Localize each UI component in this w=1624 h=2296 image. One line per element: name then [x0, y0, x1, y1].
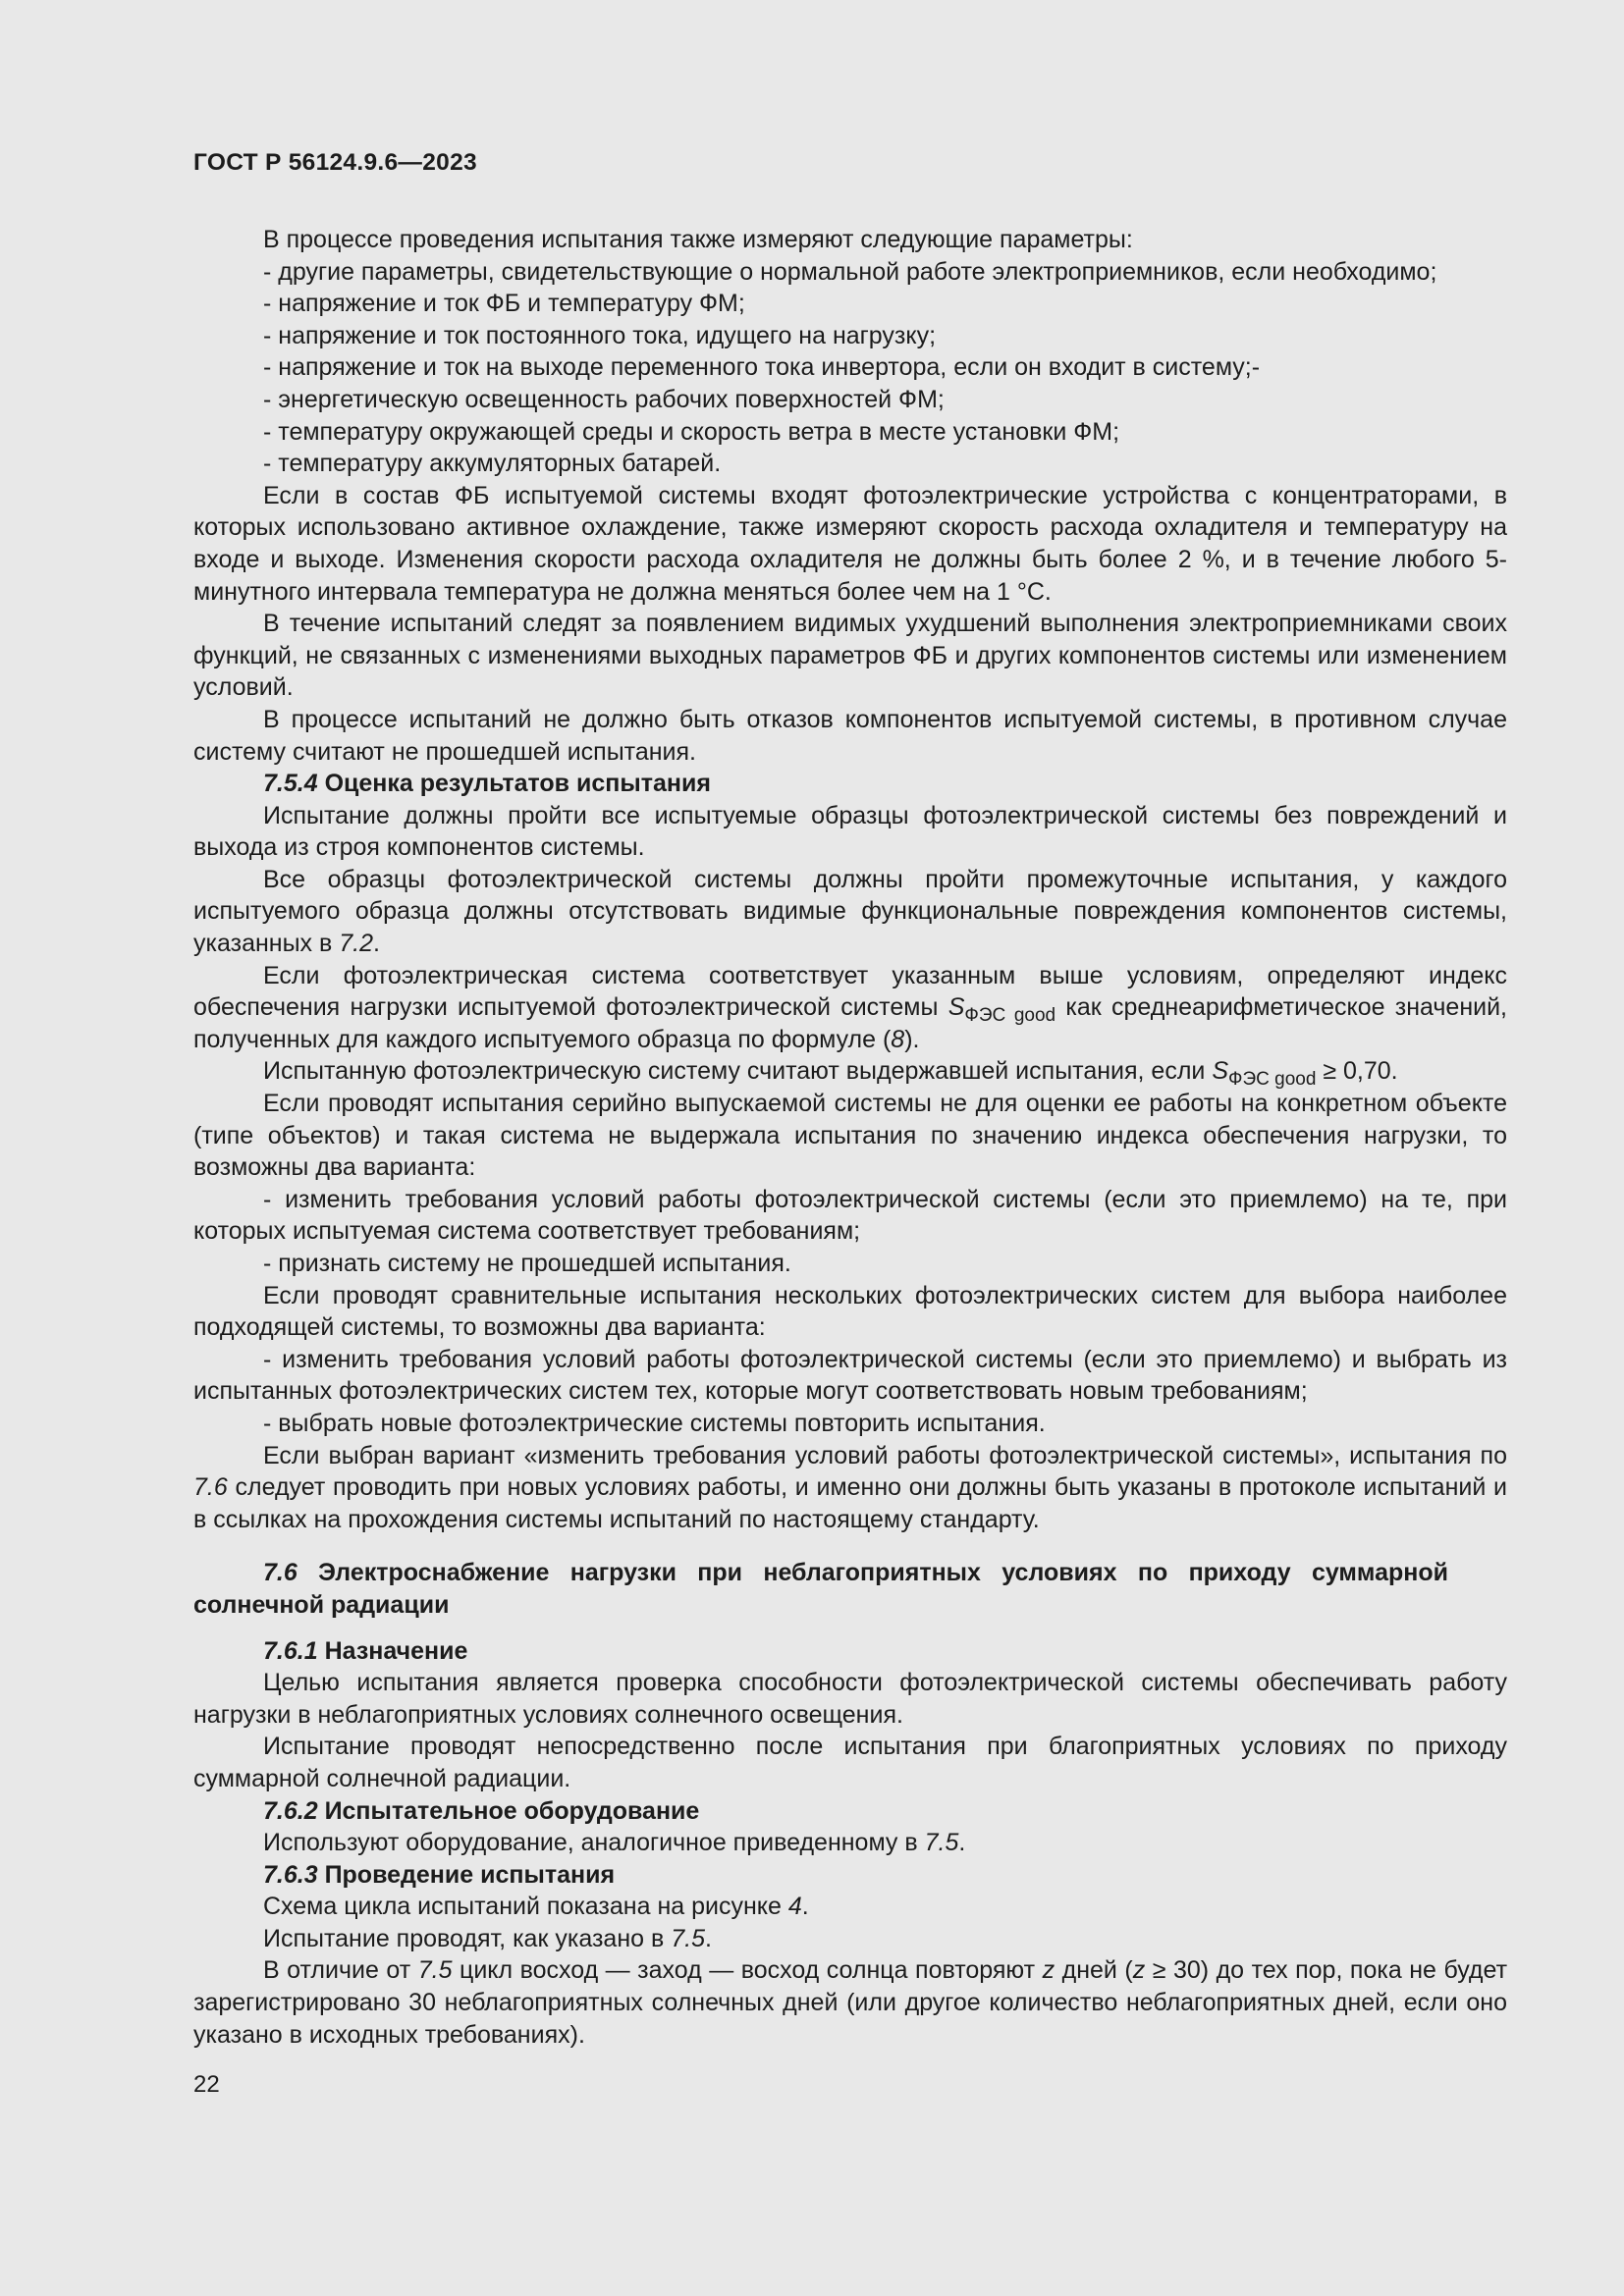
- text: ).: [904, 1025, 920, 1053]
- variable: z: [1132, 1956, 1146, 1985]
- list-item: - изменить требования условий работы фотоэлектрической системы (если это приемлемо) и выбрать из испытанных фотоэлектрических систем тех, которые могут соответствовать новым требованиям;: [193, 1345, 1507, 1406]
- paragraph: Если проводят испытания серийно выпускаемой системы не для оценки ее работы на конкретном объекте (типе объектов) и такая система не выдержала испытания по значению индекса обеспечения нагрузки, то возможны два варианта:: [193, 1090, 1507, 1182]
- document-body: [193, 224, 1507, 2051]
- text: .: [801, 1893, 809, 1921]
- section-number: 7.6.1: [263, 1636, 318, 1665]
- section-title: Оценка результатов испытания: [324, 770, 711, 798]
- section-title: Назначение: [324, 1636, 468, 1665]
- list-item: - признать систему не прошедшей испытания.: [263, 1250, 791, 1277]
- list-item: - напряжение и ток на выходе переменного тока инвертора, если он входит в систему;-: [263, 353, 1261, 382]
- text: Схема цикла испытаний показана на рисунке: [263, 1893, 782, 1921]
- text: цикл восход — заход — восход солнца повторяют: [460, 1956, 1036, 1985]
- cross-reference: 4: [787, 1893, 802, 1921]
- page-number: 22: [193, 2071, 220, 2098]
- paragraph: В течение испытаний следят за появлением видимых ухудшений выполнения электроприемниками своих функций, не связанных с изменениями выходных параметров ФБ и других компонентов системы или изменением условий.: [193, 610, 1507, 702]
- text: .: [373, 930, 380, 958]
- list-item: - другие параметры, свидетельствующие о нормальной работе электроприемников, если необходимо;: [263, 257, 1437, 286]
- list-item: - температуру окружающей среды и скорость ветра в месте установки ФМ;: [263, 417, 1120, 446]
- cross-reference: 7.5: [924, 1829, 959, 1857]
- list-item: - температуру аккумуляторных батарей.: [263, 450, 722, 478]
- text: Испытанную фотоэлектрическую систему считают выдержавшей испытания, если: [263, 1057, 1206, 1086]
- symbol-subscript: ФЭС good: [964, 1005, 1056, 1027]
- section-title: Проведение испытания: [324, 1860, 616, 1889]
- text: следует проводить при новых условиях работы, и именно они должны быть указаны в протоколе испытаний и в ссылках на прохождения системы испытаний по настоящему стандарту.: [193, 1473, 1508, 1533]
- section-number: 7.5.4: [263, 770, 318, 798]
- list-item: - энергетическую освещенность рабочих поверхностей ФМ;: [263, 385, 945, 413]
- text: Если фотоэлектрическая система соответствует указанным выше условиям, определяют индекс обеспечения нагрузки испытуемой фотоэлектрической системы: [193, 961, 1507, 1022]
- paragraph: Испытание должны пройти все испытуемые образцы фотоэлектрической системы без повреждений и выхода из строя компонентов системы.: [193, 801, 1507, 862]
- paragraph: Если в состав ФБ испытуемой системы входят фотоэлектрические устройства с концентраторами, в которых использовано активное охлаждение, также измеряют скорость расхода охладителя и температуру на входе и выходе. Изменения скорости расхода охладителя не должны быть более 2 %, и в течение любого 5-минутного интервала температура не должна меняться более чем на 1 °С.: [193, 481, 1507, 606]
- paragraph: [193, 1954, 1507, 2051]
- text: Если выбран вариант «изменить требования условий работы фотоэлектрической системы», испытания по: [263, 1441, 1507, 1469]
- cross-reference: 7.5: [671, 1924, 705, 1952]
- list-item: - выбрать новые фотоэлектрические системы повторить испытания.: [263, 1409, 1046, 1437]
- paragraph: [193, 1923, 1507, 1955]
- paragraph: [193, 960, 1507, 1056]
- paragraph: В процессе испытаний не должно быть отказов компонентов испытуемой системы, в противном случае систему считают не прошедшей испытания.: [193, 705, 1507, 766]
- paragraph: [193, 864, 1507, 960]
- cross-reference: 7.2: [339, 930, 374, 958]
- symbol-subscript: ФЭС good: [1228, 1069, 1317, 1091]
- paragraph: Испытание проводят непосредственно после испытания при благоприятных условиях по приходу суммарной солнечной радиации.: [193, 1733, 1507, 1792]
- list-item: - напряжение и ток постоянного тока, идущего на нагрузку;: [263, 321, 937, 349]
- variable: z: [1042, 1956, 1056, 1985]
- symbol: S: [1212, 1057, 1229, 1086]
- section-heading-7-6-3: [193, 1859, 1507, 1892]
- cross-reference: 7.5: [417, 1956, 453, 1985]
- document-header: ГОСТ Р 56124.9.6—2023: [193, 149, 477, 176]
- text: ≥ 30) до тех пор, пока не будет зарегистрировано 30 неблагоприятных солнечных дней (или другое количество неблагоприятных дней, если оно указано в исходных требованиях).: [193, 1956, 1508, 2049]
- text: .: [704, 1924, 712, 1952]
- section-number: 7.6: [263, 1559, 298, 1587]
- section-number: 7.6.3: [263, 1860, 318, 1889]
- paragraph: [193, 1055, 1507, 1091]
- text: В отличие от: [263, 1956, 411, 1985]
- list-item: - напряжение и ток ФБ и температуру ФМ;: [263, 290, 745, 318]
- section-heading-7-6: [193, 1557, 1507, 1621]
- paragraph: Целью испытания является проверка способности фотоэлектрической системы обеспечивать работу нагрузки в неблагоприятных условиях солнечного освещения.: [193, 1669, 1507, 1729]
- paragraph: Если проводят сравнительные испытания нескольких фотоэлектрических систем для выбора наиболее подходящей системы, то возможны два варианта:: [193, 1281, 1507, 1342]
- section-title: Электроснабжение нагрузки при неблагоприятных условиях по приходу суммарной солнечной радиации: [193, 1559, 1448, 1619]
- text: Используют оборудование, аналогичное приведенному в: [263, 1829, 918, 1857]
- list-item: - изменить требования условий работы фотоэлектрической системы (если это приемлемо) на те, при которых испытуемая система соответствует требованиям;: [193, 1185, 1507, 1246]
- text: ≥ 0,70.: [1323, 1057, 1398, 1086]
- paragraph: [193, 1827, 1507, 1859]
- symbol: S: [947, 993, 965, 1022]
- section-number: 7.6.2: [263, 1796, 318, 1825]
- cross-reference: 8: [891, 1025, 905, 1053]
- text: .: [958, 1829, 966, 1857]
- text: Все образцы фотоэлектрической системы должны пройти промежуточные испытания, у каждого испытуемого образца должны отсутствовать видимые функциональные повреждения компонентов системы, указанных в: [193, 865, 1507, 958]
- text: дней (: [1061, 1956, 1133, 1985]
- paragraph: В процессе проведения испытания также измеряют следующие параметры:: [263, 226, 1133, 253]
- cross-reference: 7.6: [193, 1473, 228, 1502]
- section-heading-7-5-4: [193, 768, 1507, 800]
- text: как среднеарифметическое значений, полученных для каждого испытуемого образца по формуле (: [193, 993, 1508, 1053]
- text: Испытание проводят, как указано в: [263, 1924, 665, 1952]
- section-heading-7-6-1: [193, 1635, 1507, 1668]
- section-title: Испытательное оборудование: [324, 1796, 700, 1825]
- section-heading-7-6-2: [193, 1795, 1507, 1828]
- paragraph: [193, 1440, 1507, 1536]
- paragraph: [193, 1891, 1507, 1923]
